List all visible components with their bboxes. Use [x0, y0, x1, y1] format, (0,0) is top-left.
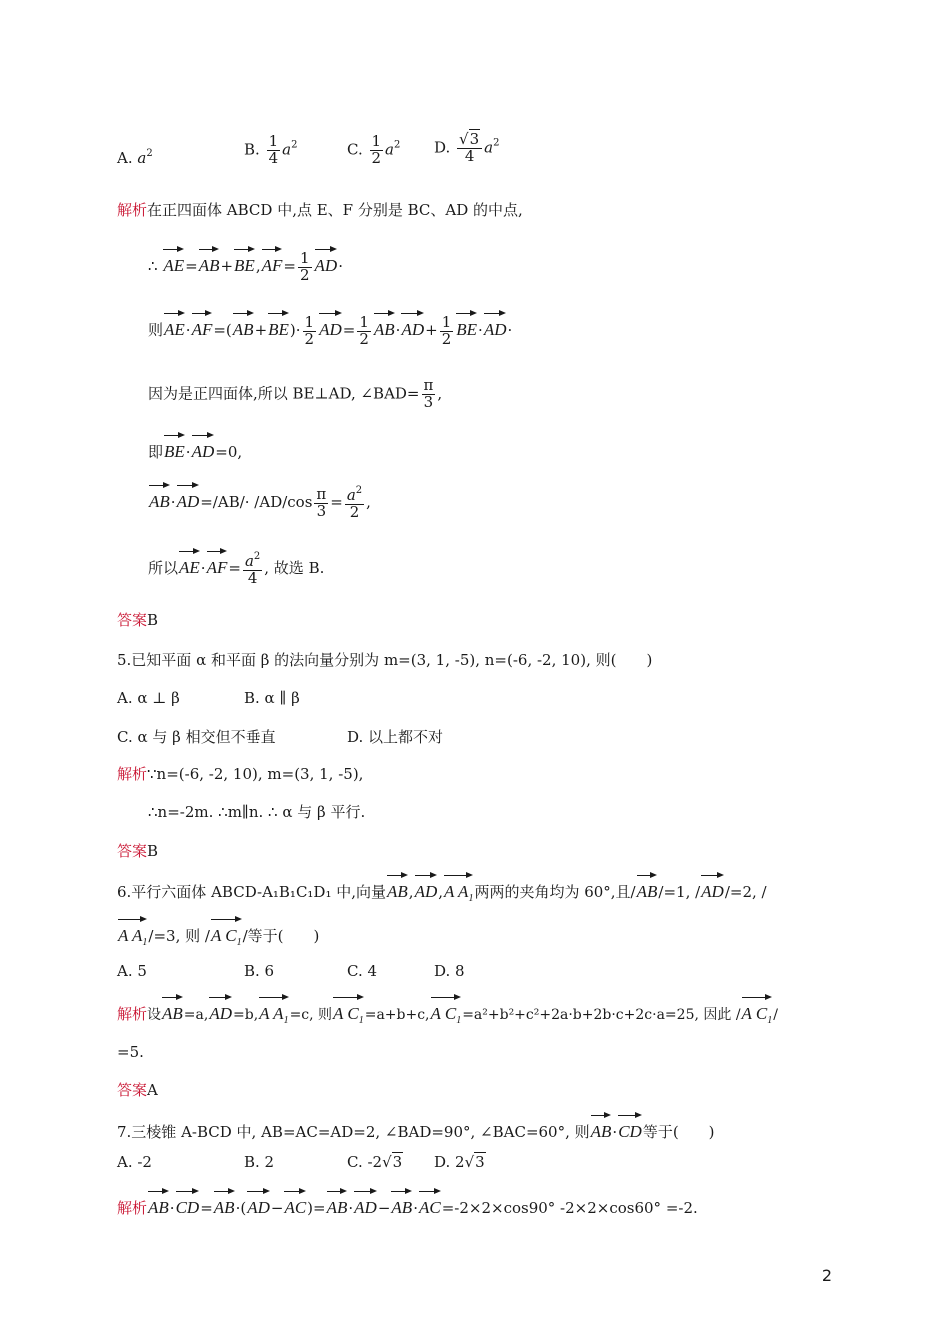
- q4-analysis-line5: AB·AD=/AB/· /AD/cos $\frac{\pi}{3}$ = $\frac{a^2}{2}$ ,: [148, 482, 371, 520]
- q6-analysis-line1: 解析设AB=a,AD=b,A $A_1=c$, 则A $C_1=a+b+c,A$ $C_1=a^2+b^2+c^2+2a\cdot b+2b\cdot c+2c\cdot a=25$, 因此 /A $C_1/$: [117, 994, 778, 1034]
- q4-analysis-line2: 则AE·AF=(AB+BE)· $\frac{1}{2}$ AD= $\frac{1}{2}$ AB·AD+ $\frac{1}{2}$ BE·AD·: [148, 310, 512, 347]
- q4-analysis-line4: 即BE·AD=0,: [148, 432, 242, 465]
- q4-analysis-intro: 解析在正四面体 ABCD 中,点 E、F 分别是 BC、AD 的中点,: [117, 201, 523, 219]
- q5-answer: 答案B: [117, 842, 159, 860]
- q6-stem-line1: 6.平行六面体 ABCD-A₁B₁C₁D₁ 中,向量AB,AD,A $A_1$两两的夹角均为 60°,且/AB/=1, /AD/=2, /: [117, 872, 767, 912]
- q4-answer: 答案B: [117, 611, 159, 629]
- q4-analysis-line6: 所以AE·AF= $\frac{a^2}{4}$ , 故选 B.: [148, 548, 324, 586]
- q4-analysis-line1: ∴ AE=AB+BE,AF= $\frac{1}{2}$ AD·: [148, 246, 343, 283]
- q5-analysis-2: ∴n=-2m. ∴m∥n. ∴ α 与 β 平行.: [148, 803, 366, 821]
- q7-stem: 7.三棱锥 A-BCD 中, AB=AC=AD=2, ∠BAD=90°, ∠BAC=60°, 则AB·CD等于( ): [117, 1112, 715, 1145]
- q4-options: A. $a^2$ B. $\frac{1}{4}$ $a^2$ C. $\frac{1}{2}$ $a^2$ D. $\frac{√3}{4}$ $a^2$: [117, 130, 500, 167]
- q7-analysis: 解析AB·CD=AB·(AD−AC)=AB·AD−AB·AC=-2×2×cos90° -2×2×cos60° =-2.: [117, 1188, 698, 1221]
- q6-stem-line2: A $A_1/=3$, 则 /A $C_1/$等于( ): [117, 916, 319, 956]
- q5-stem: 5.已知平面 α 和平面 β 的法向量分别为 m=(3, 1, -5), n=(-6, -2, 10), 则( ): [117, 651, 653, 669]
- page-number: 2: [821, 1266, 832, 1285]
- q6-analysis-line2: =5.: [117, 1043, 144, 1061]
- q6-answer: 答案A: [117, 1081, 158, 1099]
- q5-analysis-1: 解析∵n=(-6, -2, 10), m=(3, 1, -5),: [117, 765, 364, 783]
- q4-analysis-line3: 因为是正四面体,所以 BE⊥AD, ∠BAD= $\frac{\pi}{3}$ ,: [148, 376, 443, 411]
